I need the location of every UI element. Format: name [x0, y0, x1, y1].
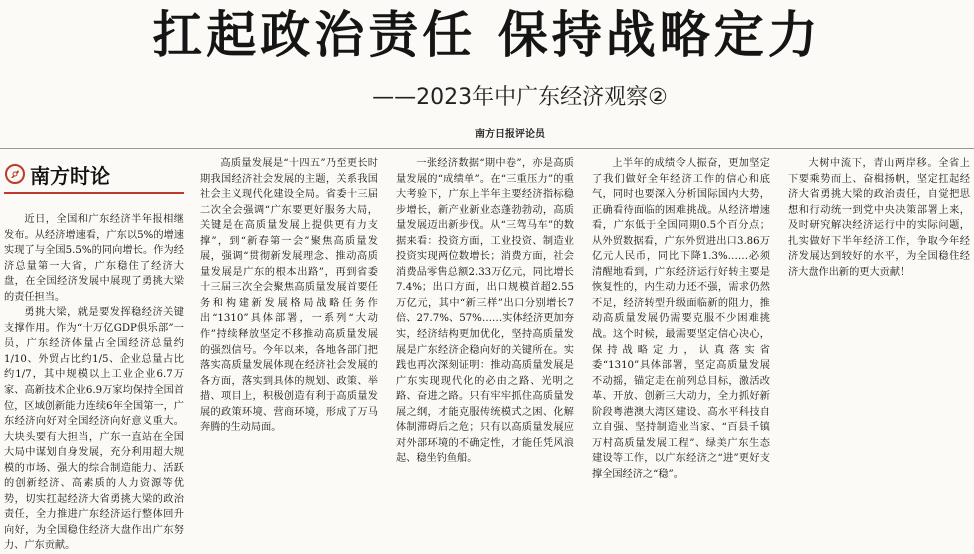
- article-column-5: [788, 156, 970, 448]
- subheadline: ——2023年中广东经济观察②: [372, 85, 668, 110]
- article-column-3: [396, 156, 574, 465]
- column-name: 南方时论: [30, 163, 110, 188]
- paragraph: 近日，全国和广东经济半年报相继发布。从经济增速看，广东以5%的增速实现了与全国5.5%的同向增长。作为经济总量第一大省，广东稳住了经济大盘，在全国经济发展中展现了勇挑大梁的责任担当。: [4, 214, 184, 303]
- paragraph: 勇挑大梁，就是要发挥稳经济关键支撑作用。作为“十万亿GDP俱乐部”一员，广东经济体量占全国经济总量约1/10、外贸占比约1/5、企业总量占比约1/7，其中规模以上工业企业6.7万家、高新技术企业6.9万家均保持全国首位，区域创新能力连续6年全国第一，广东经济向好对全国经济向好意义重大。大块头要有大担当，广东一直站在全国大局中谋划自身发展，充分利用超大规模的市场、强大的综合制造能力、活跃的创新经济、高素质的人力资源等优势，切实扛起经济大省勇挑大梁的政治责任，全力推进广东经济运行整体回升向好，为全国稳住经济大盘作出广东努力、广东贡献。: [4, 307, 184, 552]
- divider: [0, 148, 974, 149]
- column-underline: [4, 192, 184, 194]
- headline: 扛起政治责任 保持战略定力: [152, 6, 822, 64]
- paragraph: 上半年的成绩令人振奋，更加坚定了我们做好全年经济工作的信心和底气，同时也要深入分析国际国内大势，正确看待面临的困难挑战。从经济增速看，广东低于全国同期0.5个百分点；从外贸数据看，广东外贸进出口3.86万亿元人民币，同比下降1.3%……必须清醒地看到，广东经济运行好转主要是恢复性的，内生动力还不强，需求仍然不足，经济转型升级面临新的阻力，推动高质量发展仍需要克服不少困难挑战。这个时候，最需要坚定信心决心，保持战略定力，认真落实省委“1310”具体部署，坚定高质量发展不动摇，锚定走在前列总目标，激活改革、开放、创新三大动力，全力抓好新阶段粤港澳大湾区建设、高水平科技自立自强、坚持制造业当家、“百县千镇万村高质量发展工程”、绿美广东生态建设等工作，以广东经济之“进”更好支撑全国经济之“稳”。: [592, 158, 770, 480]
- article-column-2: [200, 156, 378, 448]
- paragraph: 高质量发展是“十四五”乃至更长时期我国经济社会发展的主题，关系我国社会主义现代化建设全局。省委十三届二次全会强调“广东要更好服务大局，关键是在高质量发展上提供更有力支撑”，到“新春第一会”聚焦高质量发展，强调“贯彻新发展理念、推动高质量发展是广东的根本出路”，再到省委十三届三次全会聚焦高质量发展首要任务和构建新发展格局战略任务作出“1310”具体部署，一系列“大动作”持续释放坚定不移推动高质量发展的强烈信号。今年以来，各地各部门把落实高质量发展体现在经济社会发展的各方面，落实到具体的规划、政策、举措、项目上，积极创造有利于高质量发展的政策环境、营商环境，形成了万马奔腾的生动局面。: [200, 158, 378, 434]
- paragraph: 一张经济数据“期中卷”，亦是高质量发展的“成绩单”。在“三重压力”的重大考验下，广东上半年主要经济指标稳步增长，新产业新业态蓬勃勃动，高质量发展迈出新步伐。从“三驾马车”的数据来看：投资方面，工业投资、制造业投资实现两位数增长；消费方面，社会消费品零售总额2.33万亿元，同比增长7.4%；出口方面，出口规模首超2.55万亿元，其中“新三样”出口分别增长7倍、27.7%、57%……实体经济更加夯实，经济结构更加优化，坚持高质量发展是广东经济企稳向好的关键所在。实践也再次深刻证明：推动高质量发展是广东实现现代化的必由之路、光明之路、奋进之路。只有牢牢抓住高质量发展之纲，才能克服传统模式之困、化解体制滞碍后之危；只有以高质量发展应对外部环境的不确定性，才能任凭风浪起、稳坐钓鱼船。: [396, 158, 574, 465]
- paragraph: 大树中流下，青山两岸移。全省上下要乘势而上、奋楫扬帆，坚定扛起经济大省勇挑大梁的政治责任，自觉把思想和行动统一到党中央决策部署上来，及时研究解决经济运行中的实际问题，扎实做好下半年经济工作，争取今年经济发展达到较好的水平，为全国稳住经济大盘作出新的更大贡献！: [788, 158, 970, 278]
- quill-circle-icon: [4, 163, 26, 185]
- article-column-1: [4, 212, 184, 552]
- article-column-4: [592, 156, 770, 480]
- byline: 南方日报评论员: [475, 129, 545, 140]
- column-tag: [4, 160, 110, 188]
